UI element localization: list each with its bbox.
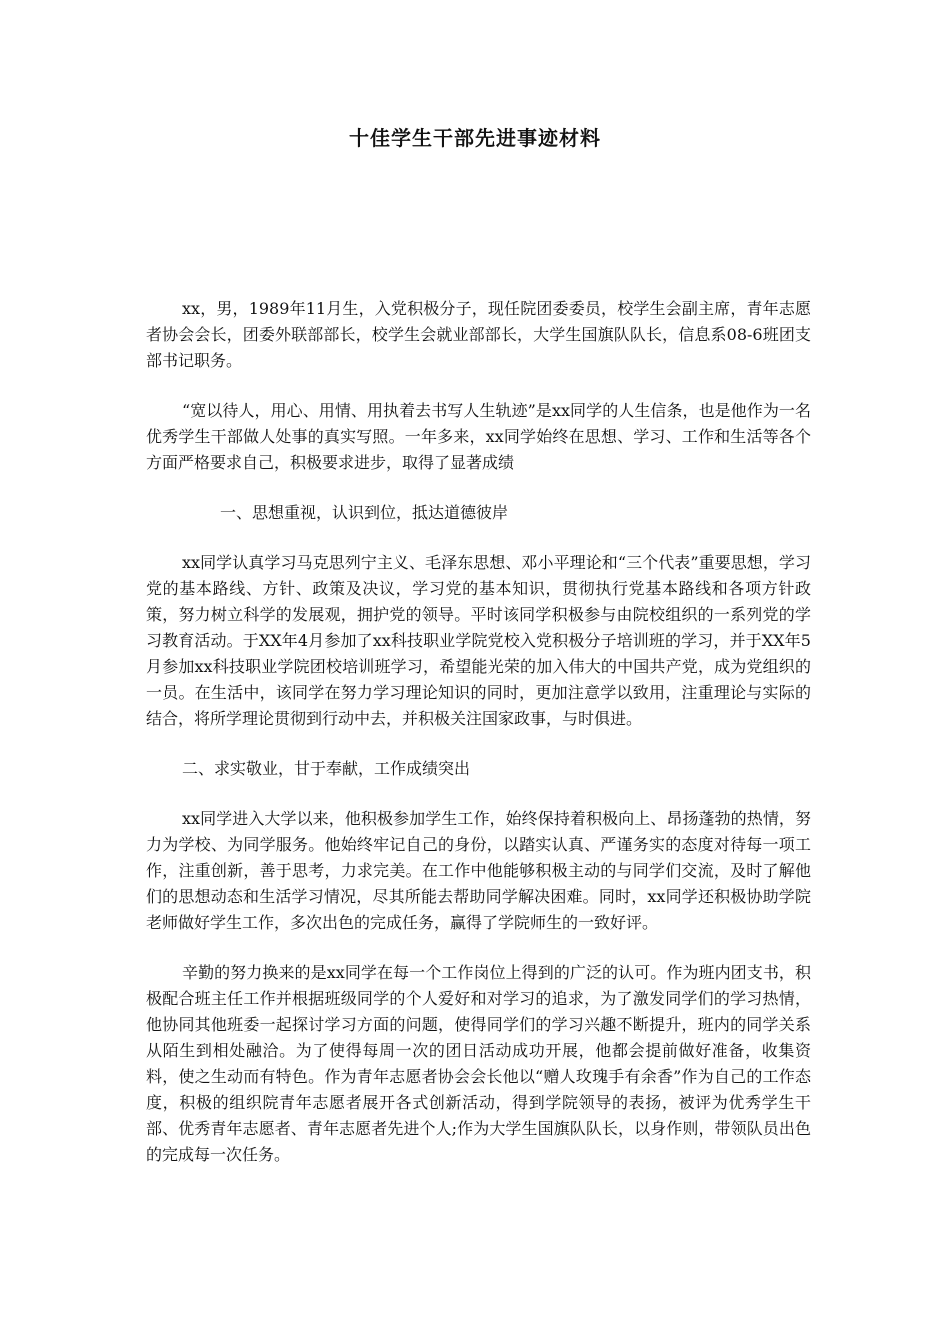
paragraph-ideology: xx同学认真学习马克思列宁主义、毛泽东思想、邓小平理论和“三个代表”重要思想，学习党的基本路线、方针、政策及决议，学习党的基本知识，贯彻执行党基本路线和各项方针政策，努力树立科学的发展观，拥护党的领导。平时该同学积极参与由院校组织的一系列党的学习教育活动。于XX年4月参加了xx科技职业学院党校入党积极分子培训班的学习，并于XX年5月参加xx科技职业学院团校培训班学习，希望能光荣的加入伟大的中国共产党，成为党组织的一员。在生活中，该同学在努力学习理论知识的同时，更加注意学以致用，注重理论与实际的结合，将所学理论贯彻到行动中去，并积极关注国家政事，与时俱进。 xyxy=(146,553,811,728)
document-body xyxy=(146,296,811,1192)
paragraph-intro: xx，男，1989年11月生，入党积极分子，现任院团委委员，校学生会副主席，青年志愿者协会会长，团委外联部部长，校学生会就业部部长，大学生国旗队队长，信息系08-6班团支部书记职务。 xyxy=(146,299,811,370)
section-heading-2: 二、求实敬业，甘于奉献，工作成绩突出 xyxy=(182,759,471,778)
section-heading-1: 一、思想重视，认识到位，抵达道德彼岸 xyxy=(220,503,509,522)
paragraph-motto: “宽以待人，用心、用情、用执着去书写人生轨迹”是xx同学的人生信条，也是他作为一名优秀学生干部做人处事的真实写照。一年多来，xx同学始终在思想、学习、工作和生活等各个方面严格要求自己，积极要求进步，取得了显著成绩 xyxy=(146,401,811,472)
paragraph-recognition: 辛勤的努力换来的是xx同学在每一个工作岗位上得到的广泛的认可。作为班内团支书，积极配合班主任工作并根据班级同学的个人爱好和对学习的追求，为了激发同学们的学习热情，他协同其他班委一起探讨学习方面的问题，使得同学们的学习兴趣不断提升，班内的同学关系从陌生到相处融洽。为了使得每周一次的团日活动成功开展，他都会提前做好准备，收集资料，使之生动而有特色。作为青年志愿者协会会长他以“赠人玫瑰手有余香”作为自己的工作态度，积极的组织院青年志愿者展开各式创新活动，得到学院领导的表扬，被评为优秀学生干部、优秀青年志愿者、青年志愿者先进个人;作为大学生国旗队队长，以身作则，带领队员出色的完成每一次任务。 xyxy=(146,963,811,1164)
paragraph-work: xx同学进入大学以来，他积极参加学生工作，始终保持着积极向上、昂扬蓬勃的热情，努力为学校、为同学服务。他始终牢记自己的身份，以踏实认真、严谨务实的态度对待每一项工作，注重创新，善于思考，力求完美。在工作中他能够积极主动的与同学们交流，及时了解他们的思想动态和生活学习情况，尽其所能去帮助同学解决困难。同时，xx同学还积极协助学院老师做好学生工作，多次出色的完成任务，赢得了学院师生的一致好评。 xyxy=(146,809,811,932)
document-title: 十佳学生干部先进事迹材料 xyxy=(349,126,601,150)
